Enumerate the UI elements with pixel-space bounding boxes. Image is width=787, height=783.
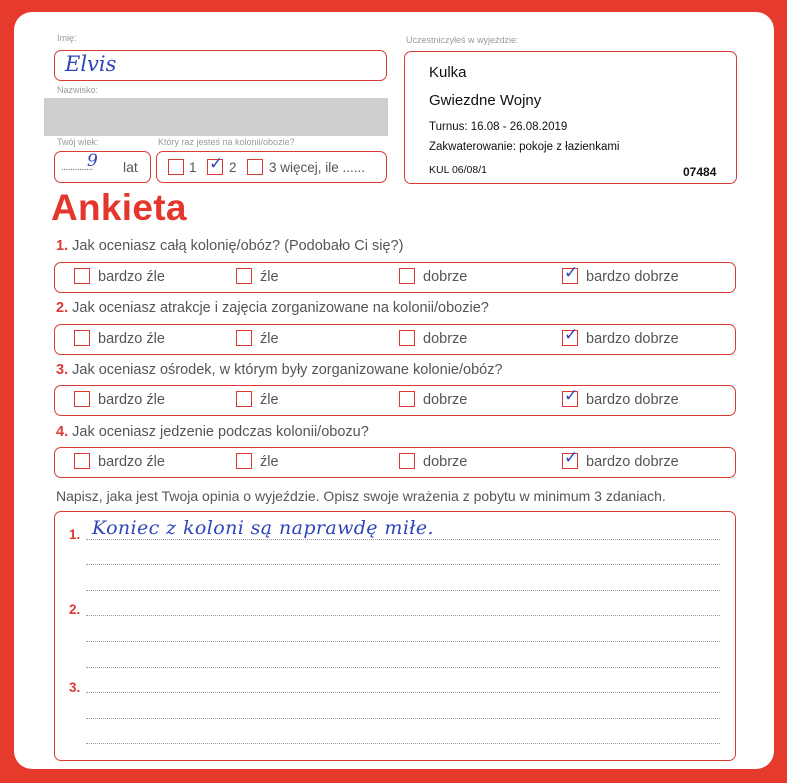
writing-line: [86, 590, 720, 591]
option-label: dobrze: [423, 269, 468, 285]
option-label: bardzo dobrze: [586, 392, 679, 408]
option-label: bardzo dobrze: [586, 454, 679, 470]
q4-checkbox-dobrze[interactable]: [399, 453, 415, 469]
option-label: dobrze: [423, 331, 468, 347]
writing-line: [86, 718, 720, 719]
question-1: [56, 238, 403, 254]
question-number: 2.: [56, 300, 69, 316]
trip-theme: Gwiezdne Wojny: [429, 92, 542, 109]
surname-label: Nazwisko:: [57, 85, 99, 95]
q4-checkbox-bardzo-dobrze[interactable]: [562, 448, 579, 469]
question-text: Jak oceniasz atrakcje i zajęcia zorganizowane na kolonii/obozie?: [72, 300, 489, 316]
q4-checkbox-zle[interactable]: [236, 453, 252, 469]
writing-line: [86, 641, 720, 642]
question-2: [56, 300, 489, 316]
age-label: Twój wiek:: [57, 137, 99, 147]
question-number: 1.: [56, 238, 69, 254]
q3-checkbox-bardzo-zle[interactable]: [74, 391, 90, 407]
question-number: 4.: [56, 424, 69, 440]
option-label: dobrze: [423, 454, 468, 470]
writing-line: [86, 667, 720, 668]
times-checkbox-1[interactable]: [168, 159, 184, 175]
opinion-number-1: 1.: [69, 527, 81, 542]
q1-checkbox-zle[interactable]: [236, 268, 252, 284]
q1-checkbox-dobrze[interactable]: [399, 268, 415, 284]
writing-line: [86, 692, 720, 693]
q4-checkbox-bardzo-zle[interactable]: [74, 453, 90, 469]
age-dots: ..............: [61, 162, 93, 173]
writing-line: [86, 743, 720, 744]
question-text: Jak oceniasz jedzenie podczas kolonii/obozu?: [72, 424, 369, 440]
opinion-box[interactable]: [54, 511, 736, 761]
trip-accommodation: Zakwaterowanie: pokoje z łazienkami: [429, 141, 620, 153]
age-field[interactable]: [54, 151, 151, 183]
option-label: źle: [260, 331, 279, 347]
trip-info-box: [404, 51, 737, 184]
q2-checkbox-bardzo-dobrze[interactable]: [562, 325, 579, 346]
option-label: dobrze: [423, 392, 468, 408]
question-3: [56, 362, 503, 378]
option-label: źle: [260, 392, 279, 408]
q3-checkbox-bardzo-dobrze[interactable]: [562, 386, 579, 407]
check-icon: ✓: [564, 263, 579, 283]
option-label: źle: [260, 269, 279, 285]
writing-line: [86, 564, 720, 565]
opinion-prompt: Napisz, jaka jest Twoja opinia o wyjeździe. Opisz swoje wrażenia z pobytu w minimum 3 zdaniach.: [56, 488, 666, 504]
trip-number: 07484: [683, 165, 717, 179]
times-checkbox-3[interactable]: [247, 159, 263, 175]
question-number: 3.: [56, 362, 69, 378]
option-label: bardzo dobrze: [586, 331, 679, 347]
option-label: bardzo źle: [98, 392, 165, 408]
times-option-3: 3 więcej, ile ......: [269, 160, 366, 175]
opinion-number-3: 3.: [69, 680, 81, 695]
q3-checkbox-dobrze[interactable]: [399, 391, 415, 407]
trip-name: Kulka: [429, 64, 467, 81]
survey-title: Ankieta: [51, 187, 187, 228]
writing-line: [86, 615, 720, 616]
question-text: Jak oceniasz ośrodek, w którym były zorganizowane kolonie/obóz?: [72, 362, 503, 378]
times-option-1: 1: [189, 160, 197, 175]
option-label: bardzo źle: [98, 454, 165, 470]
option-label: bardzo źle: [98, 331, 165, 347]
check-icon: ✓: [564, 325, 579, 345]
option-label: bardzo źle: [98, 269, 165, 285]
check-icon: ✓: [564, 386, 579, 406]
name-field[interactable]: [54, 50, 387, 81]
question-4: [56, 424, 369, 440]
check-icon: ✓: [209, 154, 224, 174]
times-checkbox-2[interactable]: [207, 154, 224, 175]
name-value: Elvis: [65, 52, 117, 76]
times-option-2: 2: [229, 160, 237, 175]
times-label: Który raz jesteś na kolonii/obozie?: [158, 137, 295, 147]
opinion-answer-1: Koniec z koloni są naprawdę miłe.: [92, 517, 434, 539]
trip-turnus: Turnus: 16.08 - 26.08.2019: [429, 121, 568, 133]
option-label: źle: [260, 454, 279, 470]
q1-checkbox-bardzo-zle[interactable]: [74, 268, 90, 284]
trip-label: Uczestniczyłeś w wyjeździe:: [406, 35, 519, 45]
check-icon: ✓: [564, 448, 579, 468]
age-unit: lat: [123, 159, 138, 175]
name-label: Imię:: [57, 33, 77, 43]
writing-line: [86, 539, 720, 540]
surname-redacted: [44, 98, 388, 136]
option-label: bardzo dobrze: [586, 269, 679, 285]
q2-checkbox-dobrze[interactable]: [399, 330, 415, 346]
q3-checkbox-zle[interactable]: [236, 391, 252, 407]
trip-code: KUL 06/08/1: [429, 164, 487, 176]
opinion-number-2: 2.: [69, 602, 81, 617]
q1-checkbox-bardzo-dobrze[interactable]: [562, 263, 579, 284]
q2-checkbox-zle[interactable]: [236, 330, 252, 346]
age-value: 9: [87, 151, 98, 171]
q2-checkbox-bardzo-zle[interactable]: [74, 330, 90, 346]
question-text: Jak oceniasz całą kolonię/obóz? (Podobało Ci się?): [72, 238, 404, 254]
